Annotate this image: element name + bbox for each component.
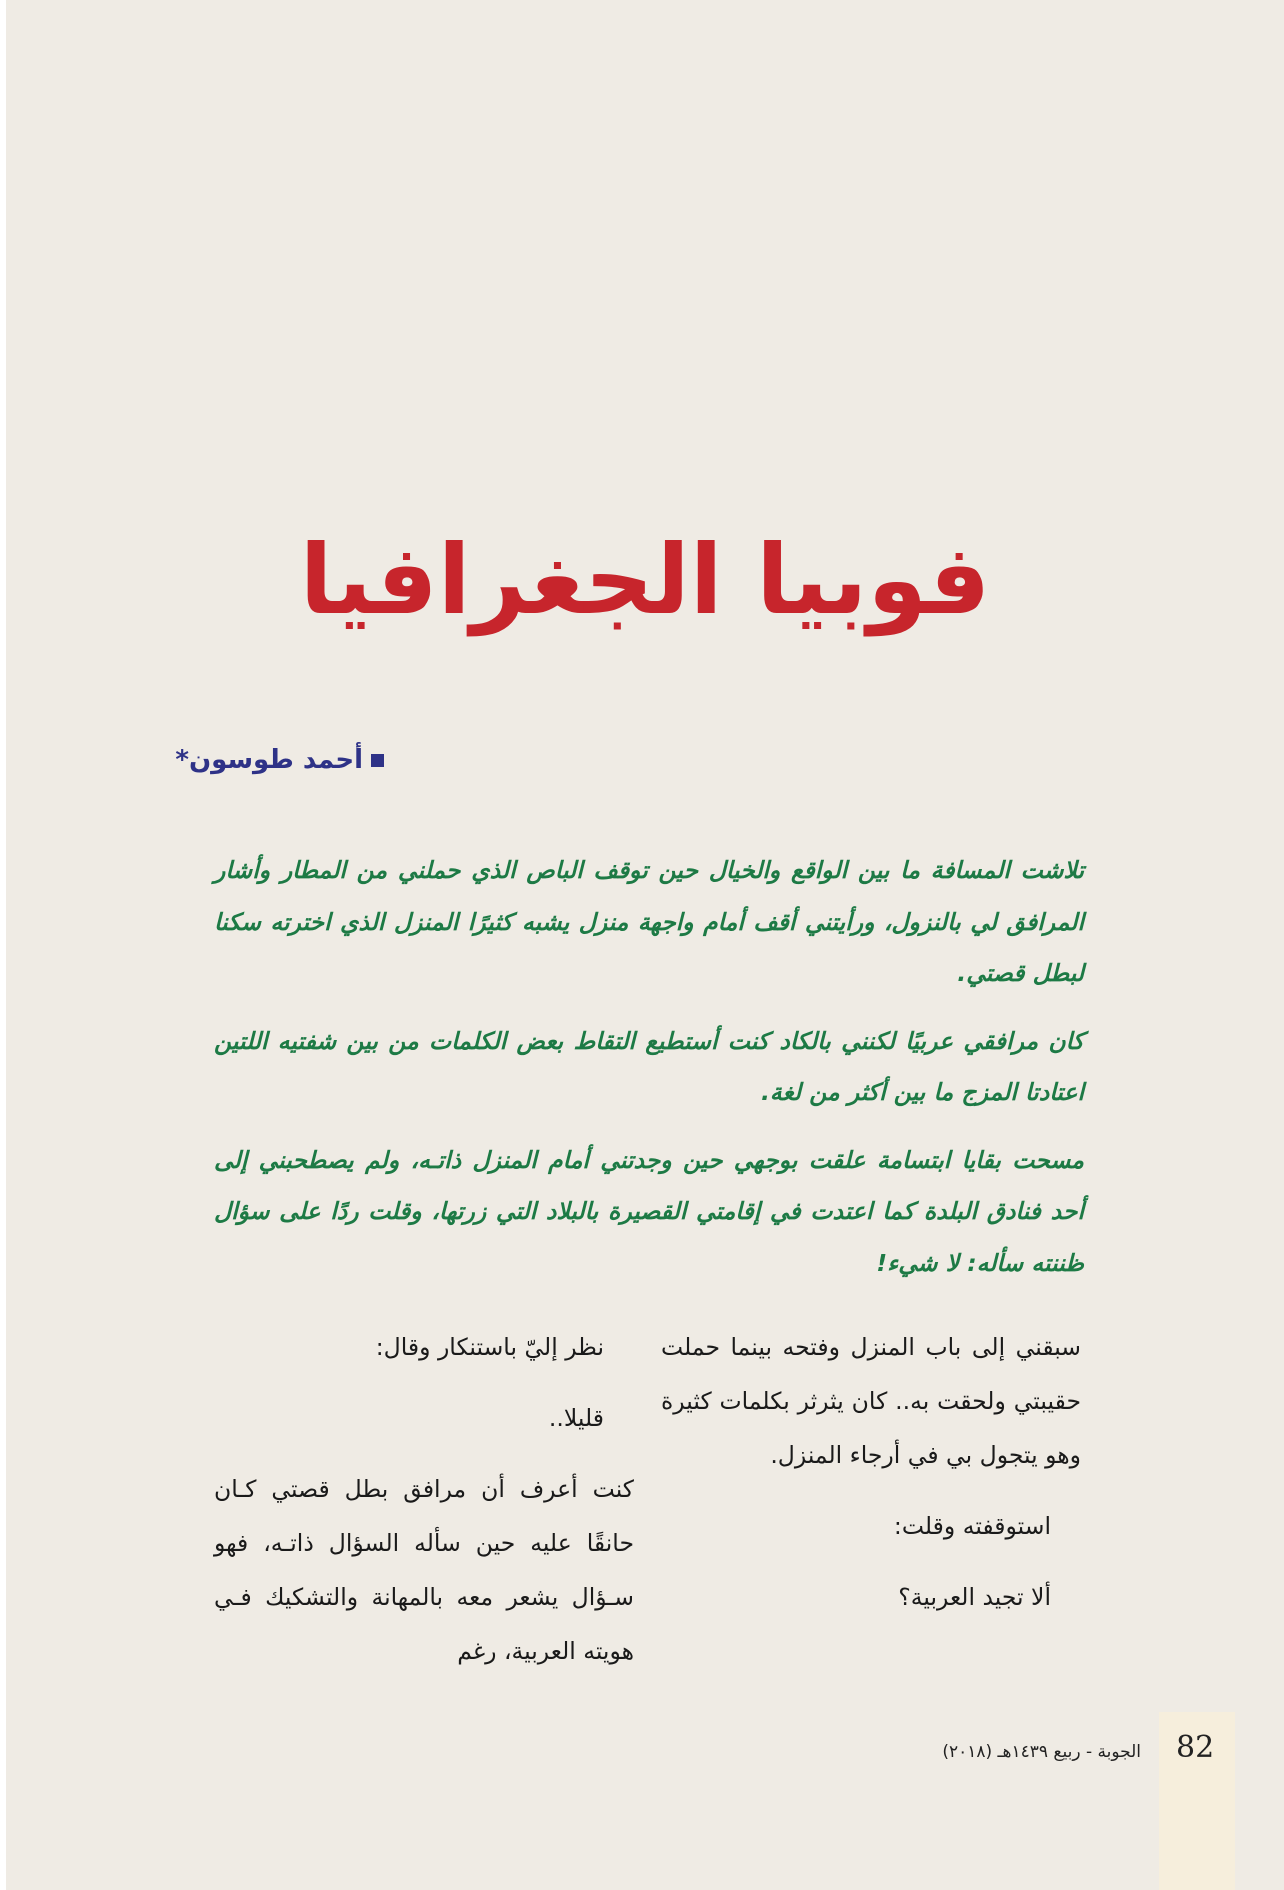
intro-paragraph: تلاشت المسافة ما بين الواقع والخيال حين توقف الباص الذي حملني من المطار وأشار المرافق لي بالنزول، ورأيتني أقف أمام واجهة منزل يشبه كثيرًا المنزل الذي اخترته سكنا لبطل قصتي. [214, 856, 1084, 987]
page-number: 82 [1176, 1730, 1215, 1765]
intro-paragraph: كان مرافقي عربيًا لكنني بالكاد كنت أستطيع التقاط بعض الكلمات من بين شفتيه اللتين اعتادتا المزج ما بين أكثر من لغة. [214, 1026, 1084, 1106]
journal-issue: الجوبة - ربيع ١٤٣٩هـ (٢٠١٨) [942, 1742, 1141, 1762]
body-paragraph: استوقفته وقلت: [893, 1512, 1051, 1540]
body-paragraph: قليلا.. [548, 1404, 604, 1432]
body-paragraph: كنت أعرف أن مرافق بطل قصتي كـان حانقًا عليه حين سأله السؤال ذاتـه، فهو سـؤال يشعر معه بالمهانة والتشكيك فـي هويته العربية، رغم [214, 1475, 634, 1665]
page [6, 0, 1284, 1890]
bullet-square-icon [371, 754, 384, 767]
body-column-left [214, 1320, 634, 1695]
article-title: فوبيا الجغرافيا [299, 524, 991, 636]
author-byline [84, 745, 384, 775]
body-paragraph: نظر إليّ باستنكار وقال: [375, 1333, 604, 1361]
author-name: أحمد طوسون* [175, 745, 363, 775]
intro-paragraph: مسحت بقايا ابتسامة علقت بوجهي حين وجدتني أمام المنزل ذاتـه، ولم يصطحبني إلى أحد فنادق البلدة كما اعتدت في إقامتي القصيرة بالبلاد التي زرتها، وقلت ردًا على سؤال ظننته سأله: لا شيء! [214, 1145, 1084, 1277]
intro-section [214, 845, 1084, 1305]
body-paragraph: ألا تجيد العربية؟ [898, 1583, 1051, 1611]
body-column-right [661, 1320, 1081, 1641]
body-paragraph: سبقني إلى باب المنزل وفتحه بينما حملت حقيبتي ولحقت به.. كان يثرثر بكلمات كثيرة وهو يتجول بي في أرجاء المنزل. [661, 1333, 1081, 1469]
